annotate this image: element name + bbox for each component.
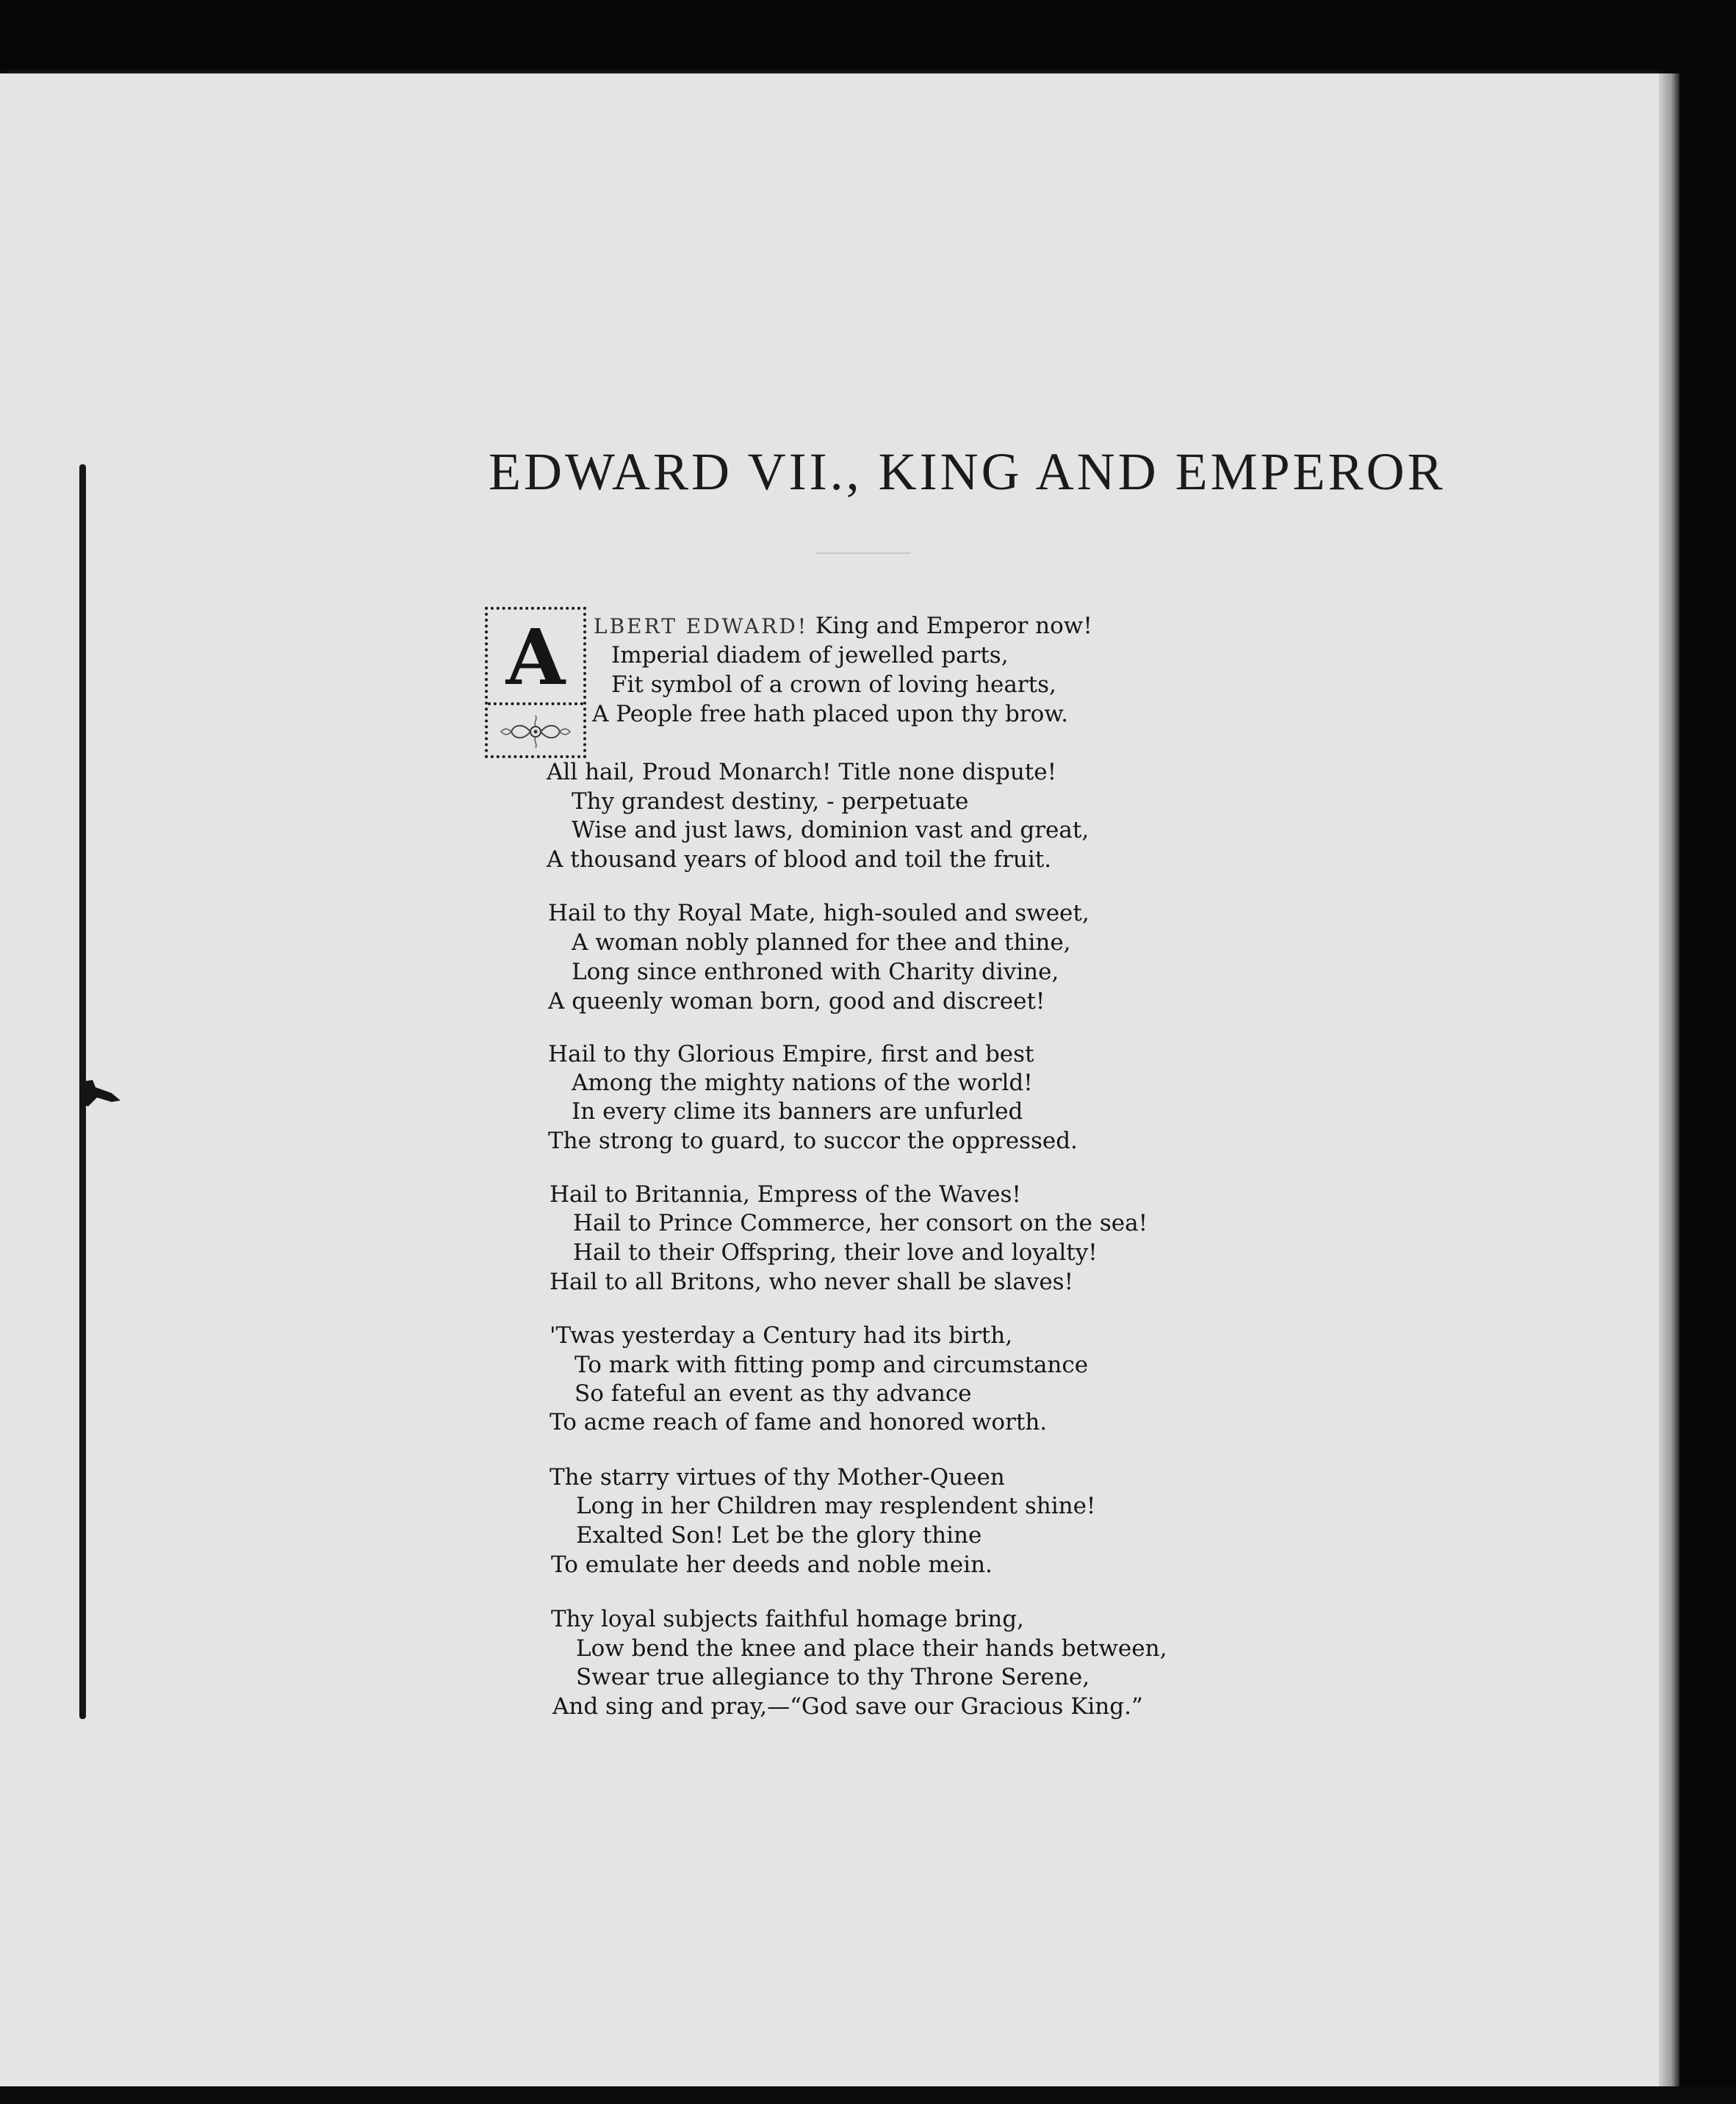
poem-line: The strong to guard, to succor the oppressed. (548, 1128, 1078, 1154)
poem-line: So fateful an event as thy advance (575, 1380, 972, 1407)
page-edge (1659, 73, 1679, 2086)
poem-line: Thy loyal subjects faithful homage bring, (551, 1606, 1024, 1632)
poem-line: In every clime its banners are unfurled (572, 1098, 1023, 1125)
scan-border (0, 2086, 1736, 2104)
poem-line: Hail to thy Glorious Empire, first and best (548, 1041, 1034, 1067)
poem-line: Hail to Prince Commerce, her consort on the sea! (573, 1210, 1148, 1236)
page-title: EDWARD VII., KING AND EMPEROR (489, 442, 1446, 501)
poem-line: To mark with fitting pomp and circumstance (575, 1352, 1089, 1378)
poem-line: A thousand years of blood and toil the fruit. (547, 846, 1052, 873)
poem-line: Fit symbol of a crown of loving hearts, (611, 671, 1056, 698)
poem-line: To emulate her deeds and noble mein. (551, 1552, 993, 1578)
poem-line: And sing and pray,—“God save our Gracious King.” (552, 1693, 1143, 1720)
poem-line: A woman nobly planned for thee and thine, (572, 929, 1071, 956)
poem-line: Swear true allegiance to thy Throne Serene, (576, 1664, 1090, 1690)
poem-line: The starry virtues of thy Mother-Queen (550, 1464, 1005, 1491)
poem-line: A People free hath placed upon thy brow. (592, 701, 1069, 727)
poem-line: Low bend the knee and place their hands between, (576, 1635, 1167, 1662)
poem-line: To acme reach of fame and honored worth. (550, 1409, 1048, 1435)
poem-line (594, 611, 1092, 641)
poem-line: Hail to all Britons, who never shall be slaves! (550, 1269, 1074, 1295)
poem-line: Long in her Children may resplendent shine! (576, 1493, 1096, 1519)
poem-line: Hail to Britannia, Empress of the Waves! (550, 1181, 1021, 1208)
poem-line: Wise and just laws, dominion vast and great, (572, 817, 1089, 843)
opening-words: LBERT EDWARD! (594, 614, 809, 638)
poem-line: Hail to thy Royal Mate, high-souled and sweet, (548, 900, 1089, 926)
poem-line: A queenly woman born, good and discreet! (548, 988, 1045, 1015)
drop-cap-letter: A (488, 610, 583, 705)
poem-line: Imperial diadem of jewelled parts, (611, 642, 1009, 669)
poem-line: Long since enthroned with Charity divine, (572, 959, 1059, 985)
poem-line: Exalted Son! Let be the glory thine (576, 1522, 982, 1549)
poem-line: Among the mighty nations of the world! (572, 1070, 1033, 1096)
poem-line: Hail to their Offspring, their love and loyalty! (573, 1239, 1098, 1266)
line-text: King and Emperor now! (808, 613, 1092, 639)
poem-line: 'Twas yesterday a Century had its birth, (550, 1322, 1013, 1349)
poem-line: Thy grandest destiny, - perpetuate (572, 788, 969, 815)
poem-line: All hail, Proud Monarch! Title none dispute! (547, 759, 1057, 785)
